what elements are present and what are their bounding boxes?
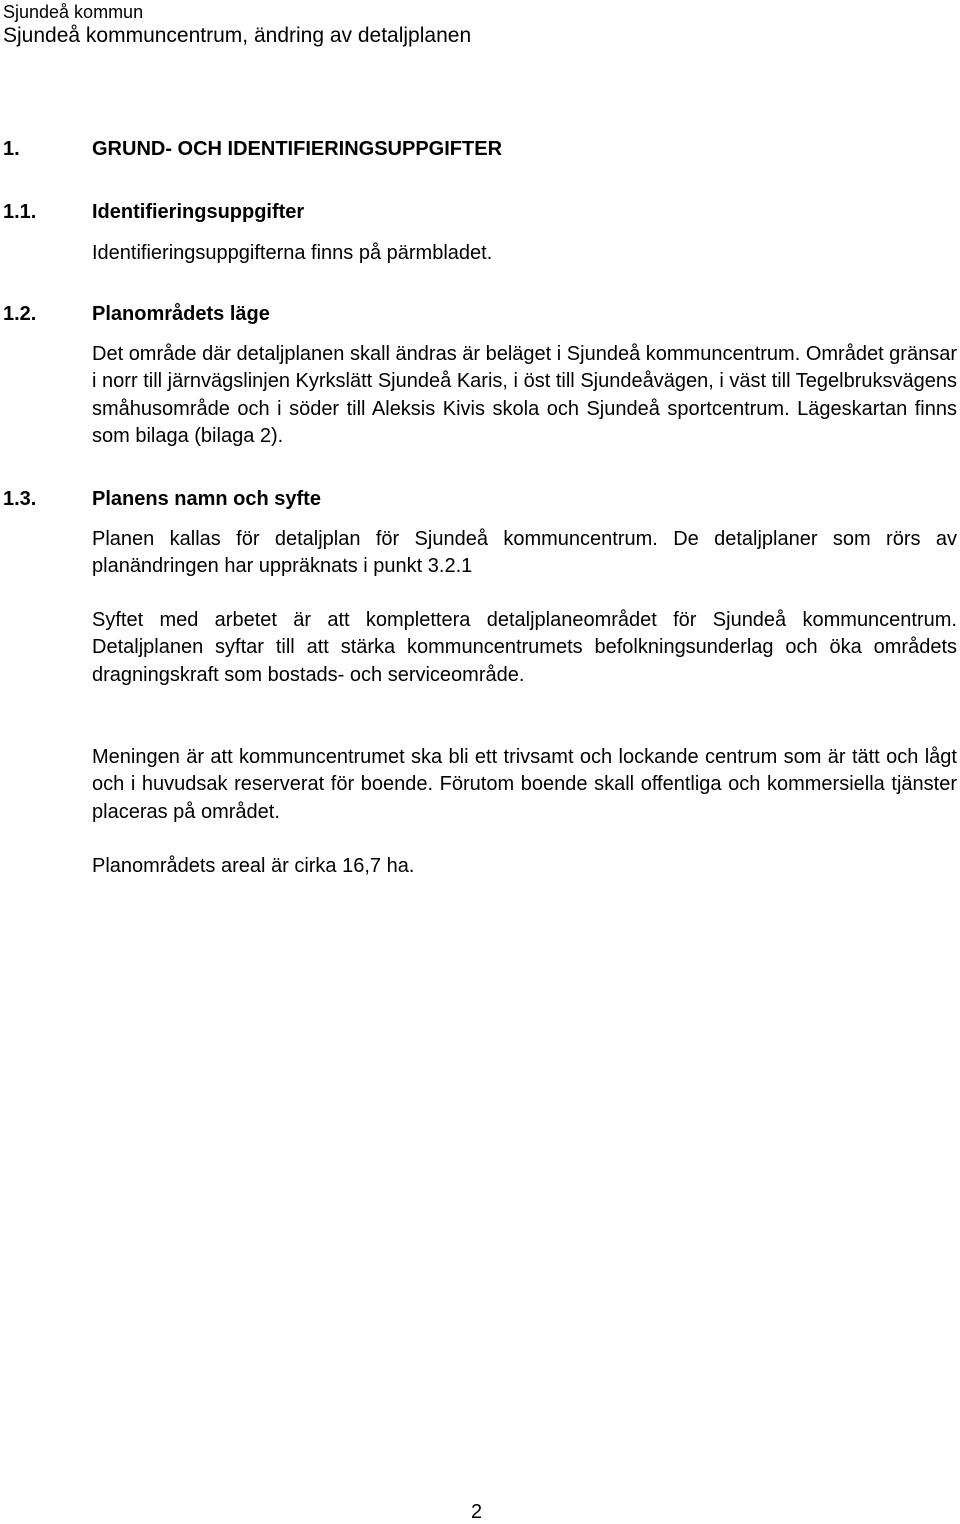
section-1-3-paragraph: Syftet med arbetet är att komplettera detaljplaneområdet för Sjundeå kommuncentrum. Detaljplanen syftar till att stärka kommuncentrumets befolkningsunderlag och öka områdets dragningskraft som bostads- och serviceområde. (92, 609, 957, 686)
page-number: 2 (471, 1501, 483, 1523)
section-1-3-paragraph: Meningen är att kommuncentrumet ska bli ett trivsamt och lockande centrum som är tätt och lågt och i huvudsak reserverat för boende. Förutom boende skall offentliga och kommersiella tjänster placeras på området. (92, 746, 957, 823)
header-organization: Sjundeå kommun (3, 2, 144, 22)
section-number-1-2: 1.2. (3, 303, 37, 325)
section-heading-1-1: Identifieringsuppgifter (92, 201, 305, 223)
section-number-1-3: 1.3. (3, 488, 37, 510)
section-heading-1-3: Planens namn och syfte (92, 488, 321, 510)
section-heading-1-2: Planområdets läge (92, 303, 270, 325)
section-1-1-body: Identifieringsuppgifterna finns på pärmbladet. (92, 242, 493, 264)
section-1-3-paragraph: Planområdets areal är cirka 16,7 ha. (92, 855, 415, 877)
section-number-1: 1. (3, 138, 20, 160)
section-number-1-1: 1.1. (3, 201, 37, 223)
header-document-title: Sjundeå kommuncentrum, ändring av detaljplanen (3, 24, 472, 47)
section-1-2-body: Det område där detaljplanen skall ändras är beläget i Sjundeå kommuncentrum. Området gränsar i norr till järnvägslinjen Kyrkslätt Sjundeå Karis, i öst till Sjundeåvägen, i väst till Tegelbruksvägens småhusområde och i söder till Aleksis Kivis skola och Sjundeå sportcentrum. Lägeskartan finns som bilaga (bilaga 2). (92, 343, 957, 448)
section-1-3-paragraph: Planen kallas för detaljplan för Sjundeå kommuncentrum. De detaljplaner som rörs av planändringen har uppräknats i punkt 3.2.1 (92, 528, 957, 578)
section-heading-1: GRUND- OCH IDENTIFIERINGSUPPGIFTER (92, 138, 503, 160)
